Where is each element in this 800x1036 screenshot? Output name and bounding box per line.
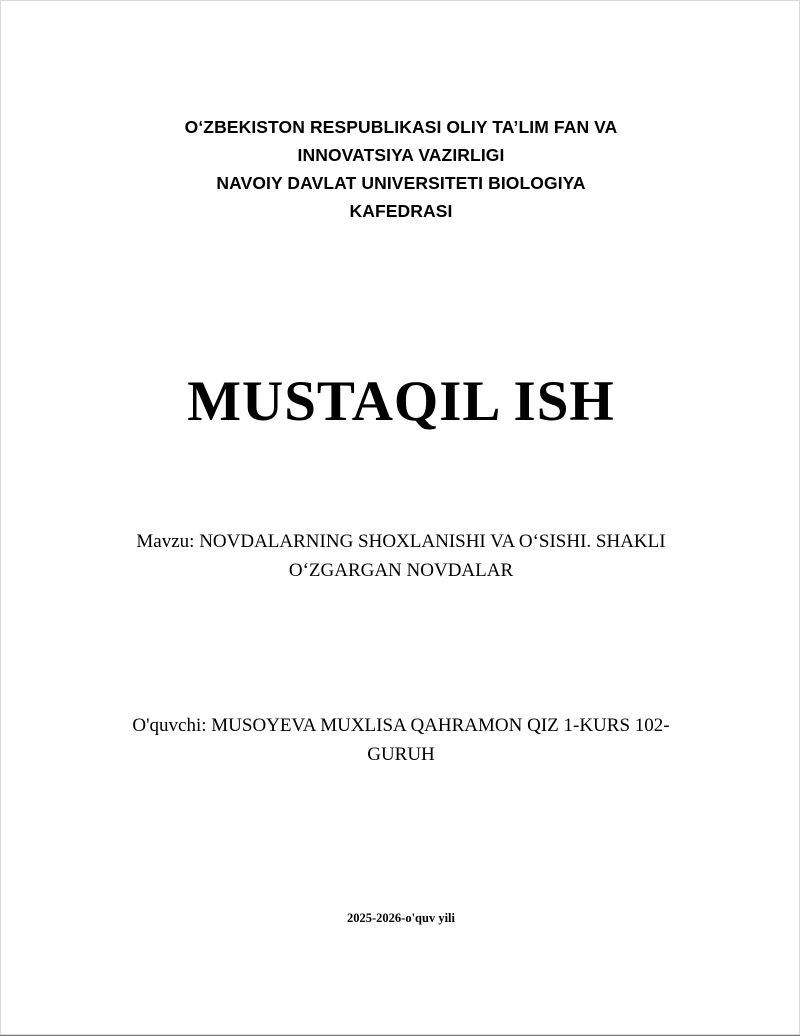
author-line: O'quvchi: MUSOYEVA MUXLISA QAHRAMON QIZ 1-KURS 102-GURUH [132, 715, 670, 765]
institution-header-line-4: KAFEDRASI [349, 201, 453, 221]
page-content [1, 1, 800, 1036]
institution-header-line-1: O‘ZBEKISTON RESPUBLIKASI OLIY TA’LIM FAN VA [184, 117, 618, 137]
academic-year: 2025-2026-o'quv yili [347, 911, 455, 925]
subject-line: Mavzu: NOVDALARNING SHOXLANISHI VA O‘SISHI. SHAKLI O‘ZGARGAN NOVDALAR [136, 531, 666, 581]
institution-header-line-2: INNOVATSIYA VAZIRLIGI [297, 145, 505, 165]
institution-header-line-3: NAVOIY DAVLAT UNIVERSITETI BIOLOGIYA [216, 173, 586, 193]
page-title: MUSTAQIL ISH [187, 370, 615, 433]
institution-header [101, 113, 701, 225]
